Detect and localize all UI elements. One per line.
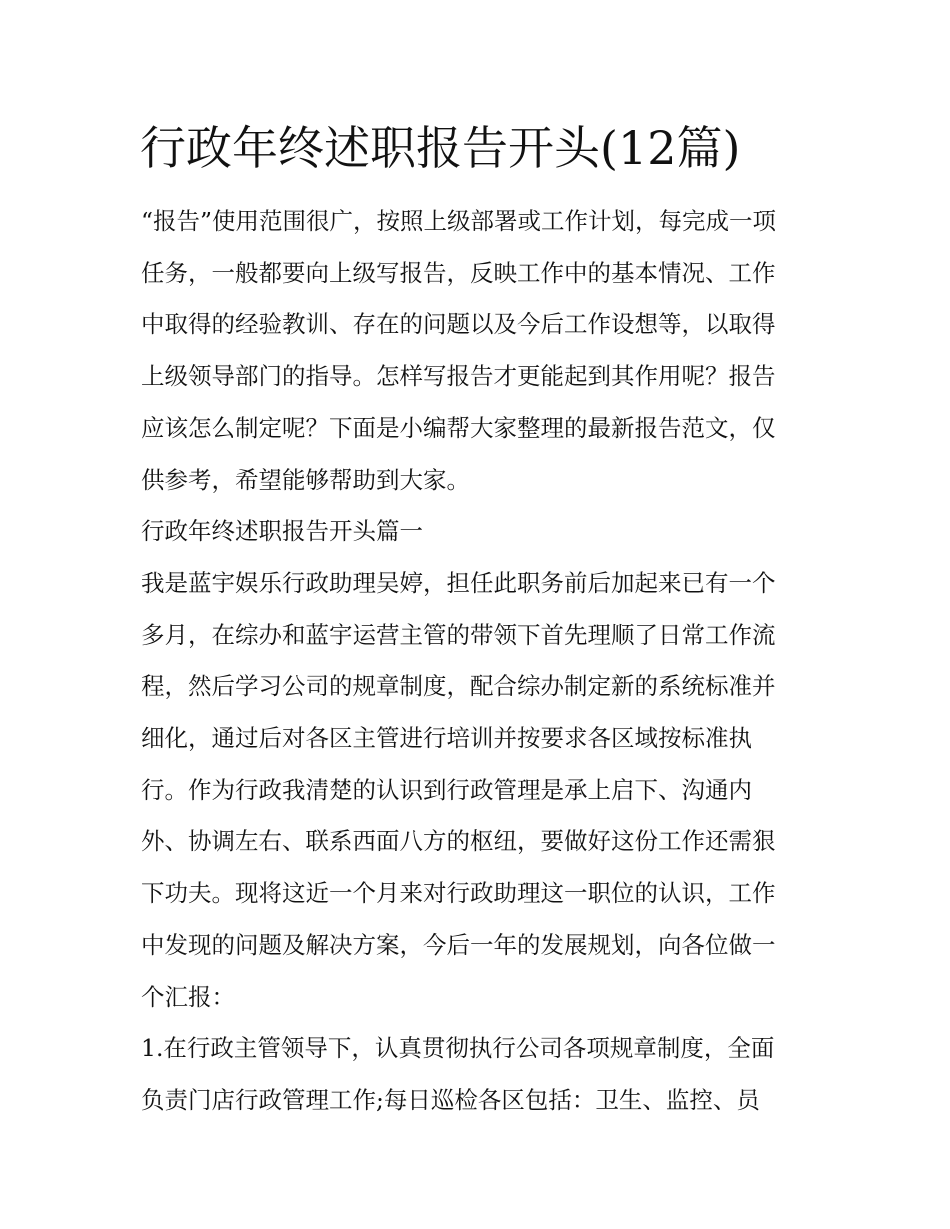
intro-paragraph (141, 196, 813, 506)
text-line: 供参考，希望能够帮助到大家。 (141, 465, 470, 494)
text-line: 多月，在综办和蓝宇运营主管的带领下首先理顺了日常工作流 (141, 620, 776, 649)
text-line: 中发现的问题及解决方案，今后一年的发展规划，向各位做一 (141, 930, 776, 959)
text-line: 1.在行政主管领导下，认真贯彻执行公司各项规章制度，全面 (141, 1034, 775, 1063)
document-body (141, 196, 813, 1127)
body-paragraph (141, 558, 813, 1023)
text-line: 个汇报： (141, 982, 235, 1011)
text-line: 任务，一般都要向上级写报告，反映工作中的基本情况、工作 (141, 258, 776, 287)
text-line: 我是蓝宇娱乐行政助理吴婷，担任此职务前后加起来已有一个 (141, 568, 776, 597)
text-line: 外、协调左右、联系西面八方的枢纽，要做好这份工作还需狠 (141, 827, 776, 856)
text-line: 细化，通过后对各区主管进行培训并按要求各区域按标准执 (141, 724, 752, 753)
document-title (140, 112, 820, 184)
text-line: 应该怎么制定呢？下面是小编帮大家整理的最新报告范文，仅 (141, 413, 776, 442)
section-heading (141, 506, 813, 558)
list-item-paragraph (141, 1023, 813, 1126)
text-line: 上级领导部门的指导。怎样写报告才更能起到其作用呢？报告 (141, 362, 776, 391)
text-line: “报告”使用范围很广，按照上级部署或工作计划，每完成一项 (141, 207, 777, 235)
title-text: 行政年终述职报告开头(12篇) (140, 121, 741, 175)
text-line: 中取得的经验教训、存在的问题以及今后工作设想等，以取得 (141, 310, 776, 339)
text-line: 程，然后学习公司的规章制度，配合综办制定新的系统标准并 (141, 672, 776, 701)
text-line: 行。作为行政我清楚的认识到行政管理是承上启下、沟通内 (141, 775, 752, 804)
text-line: 下功夫。现将这近一个月来对行政助理这一职位的认识，工作 (141, 879, 776, 908)
text-line: 负责门店行政管理工作;每日巡检各区包括：卫生、监控、员 (141, 1085, 760, 1114)
section-heading-text: 行政年终述职报告开头篇一 (141, 517, 423, 546)
